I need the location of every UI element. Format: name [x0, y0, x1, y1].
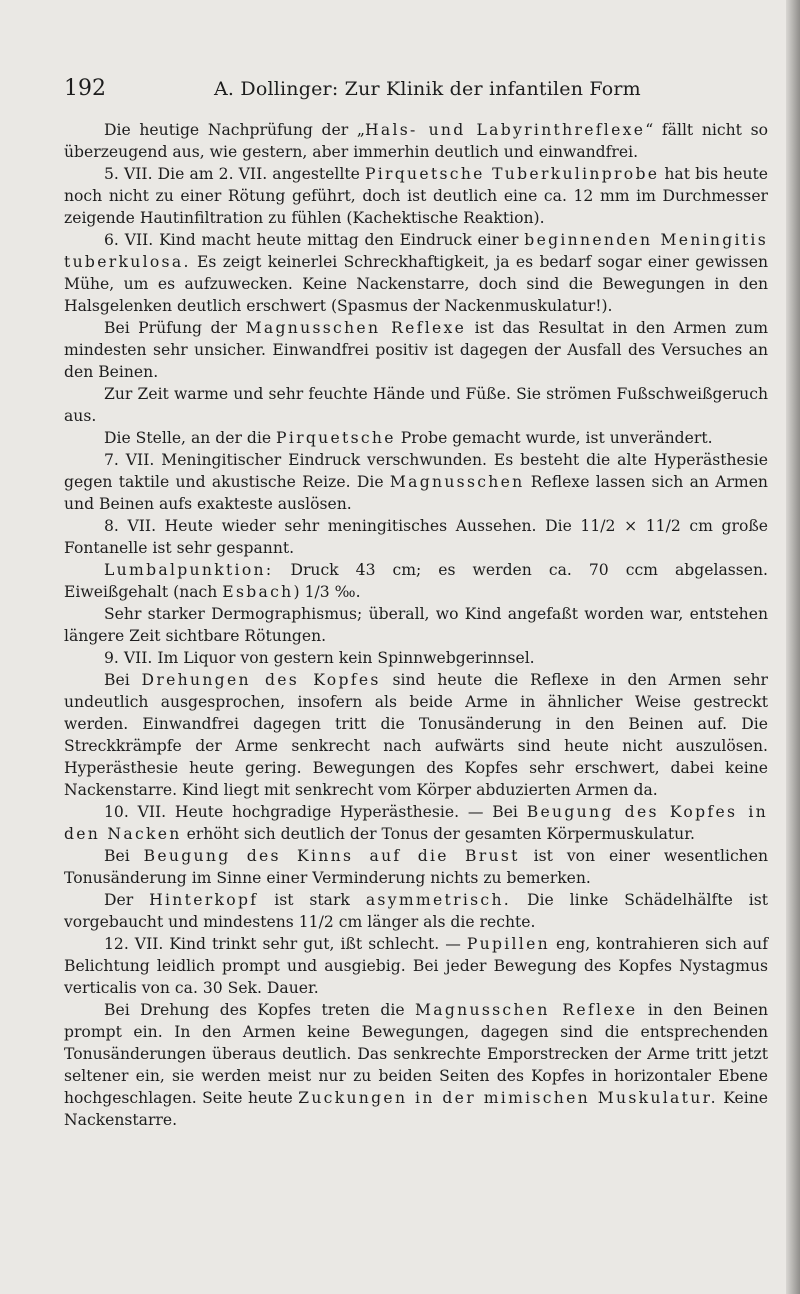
paragraph	[64, 515, 768, 559]
text-run: 6. VII. Kind macht heute mittag den Eindruck einer	[104, 231, 525, 249]
text-run: eng, kontrahieren sich auf Belichtung leidlich prompt und ausgiebig. Bei jeder Bewegung des Kopfes Nystagmus verticalis von ca. 30 Sek. Dauer.	[64, 935, 768, 997]
text-run: erhöht sich deutlich der Tonus der gesamten Körpermuskulatur.	[181, 825, 695, 843]
text-run: cm länger als die rechte.	[333, 913, 536, 931]
text-run: 5. VII. Die am 2. VII. angestellte	[104, 165, 365, 183]
paragraph	[64, 933, 768, 999]
spaced-term: Esbach	[222, 583, 294, 601]
text-run: “ fällt nicht so überzeugend aus, wie gestern, aber immerhin deutlich und einwandfrei.	[64, 121, 768, 161]
text-run: Keine Nackenstarre.	[64, 1089, 768, 1129]
paragraph	[64, 845, 768, 889]
paragraph	[64, 427, 768, 449]
paragraph	[64, 229, 768, 317]
paragraph: Sehr starker Dermographismus; überall, wo Kind angefaßt worden war, entstehen längere Zeit sichtbare Rötungen.	[64, 605, 768, 645]
paragraph	[64, 801, 768, 845]
spaced-term: Beugung des Kinns auf die Brust	[143, 847, 520, 865]
spaced-term: Magnusschen	[389, 473, 525, 491]
text-run: 10. VII. Heute hochgradige Hyperästhesie. — Bei	[104, 803, 527, 821]
text-run: cm große Fontanelle ist sehr gespannt.	[64, 517, 768, 557]
text-run: × 1	[615, 517, 656, 535]
paragraph: 9. VII. Im Liquor von gestern kein Spinnwebgerinnsel.	[104, 649, 535, 667]
paragraph	[64, 119, 768, 163]
page-edge-shadow	[786, 0, 800, 1294]
spaced-term: Drehungen des Kopfes	[141, 671, 381, 689]
fraction: 1/3	[304, 583, 330, 601]
text-run: Bei	[104, 847, 144, 865]
text-run: Bei Prüfung der	[104, 319, 246, 337]
paragraph: Zur Zeit warme und sehr feuchte Hände und Füße. Sie strömen Fußschweißgeruch aus.	[64, 385, 768, 425]
text-run: Bei	[104, 671, 142, 689]
text-run: Die linke Schädelhälfte ist vorgebaucht und mindestens 1	[64, 891, 768, 931]
spaced-term: Beugung des Kopfes in den Nacken	[64, 803, 768, 843]
spaced-term: Pupillen	[466, 935, 550, 953]
text-run: sind heute die Reflexe in den Armen sehr undeutlich ausgesprochen, insofern als beide Arme in ähnlicher Weise gestreckt werden. Einwandfrei dagegen tritt die Tonusänderung in den Beinen auf. Die Streckkrämpfe der Arme senkrecht nach aufwärts sind heute nicht auszulösen. Hyperästhesie heute gering. Bewegungen des Kopfes sehr erschwert, dabei keine Nackenstarre. Kind liegt mit senkrecht vom Körper abduzierten Armen da.	[64, 671, 768, 799]
spaced-term: beginnenden Meningitis tuberkulosa.	[64, 231, 769, 271]
text-run: Druck 43 cm; es werden ca. 70 ccm abgelassen. Eiweißgehalt (nach	[64, 561, 768, 601]
fraction: 1/2	[590, 517, 616, 535]
text-run: 7. VII. Meningitischer Eindruck verschwunden. Es besteht die alte Hyperästhesie gegen taktile und akustische Reize. Die	[64, 451, 768, 491]
fraction: 1/2	[655, 517, 681, 535]
text-run: Der	[104, 891, 150, 909]
spaced-term: Hals- und Labyrinthreflexe	[364, 121, 646, 139]
paragraph	[64, 449, 768, 515]
paragraph	[64, 999, 768, 1131]
text-run: 12. VII. Kind trinkt sehr gut, ißt schlecht. —	[104, 935, 467, 953]
paragraph	[64, 317, 768, 383]
text-run: Es zeigt keinerlei Schreckhaftigkeit, ja es bedarf sogar einer gewissen Mühe, um es aufzuwecken. Keine Nackenstarre, doch sind die Bewegungen in den Halsgelenken deutlich erschwert (Spasmus der Nackenmuskulatur!).	[64, 253, 768, 315]
body-text	[64, 119, 768, 1131]
text-run: 8. VII. Heute wieder sehr meningitisches Aussehen. Die 1	[104, 517, 591, 535]
spaced-term: Lumbalpunktion:	[104, 561, 274, 579]
text-run: ‰.	[329, 583, 361, 601]
text-run: ist von einer wesentlichen Tonusänderung im Sinne einer Verminderung nichts zu bemerken.	[64, 847, 768, 887]
running-title: A. Dollinger: Zur Klinik der infantilen Form	[214, 78, 641, 100]
paragraph	[64, 163, 768, 229]
text-run: Bei Drehung des Kopfes treten die	[104, 1001, 415, 1019]
text-run: Probe gemacht wurde, ist unverändert.	[395, 429, 713, 447]
text-run: Die Stelle, an der die	[104, 429, 277, 447]
text-run: hat bis heute noch nicht zu einer Rötung geführt, doch ist deutlich eine ca. 12 mm im Durchmesser zeigende Hautinfiltration zu fühlen (Kachektische Reaktion).	[64, 165, 768, 227]
text-run: Die heutige Nachprüfung der „	[104, 121, 365, 139]
text-run: Reflexe lassen sich an Armen und Beinen aufs exakteste auslösen.	[64, 473, 768, 513]
spaced-term: Magnusschen Reflexe	[414, 1001, 638, 1019]
spaced-term: Hinterkopf	[149, 891, 259, 909]
text-run: ist stark	[258, 891, 366, 909]
page-header	[64, 76, 764, 106]
page-number: 192	[64, 76, 106, 101]
spaced-term: asymmetrisch.	[365, 891, 512, 909]
spaced-term: Pirquetsche Tuberkulinprobe	[364, 165, 660, 183]
spaced-term: Zuckungen in der mimischen Muskulatur.	[298, 1089, 718, 1107]
paragraph	[64, 559, 768, 603]
text-run: )	[293, 583, 305, 601]
text-run: in den Beinen prompt ein. In den Armen keine Bewegungen, dagegen sind die entsprechenden Tonusänderungen überaus deutlich. Das senkrechte Emporstrecken der Arme tritt jetzt seltener ein, sie werden meist nur zu beiden Seiten des Kopfes in horizontaler Ebene hochgeschlagen. Seite heute	[64, 1001, 768, 1107]
paragraph	[64, 669, 768, 801]
spaced-term: Magnusschen Reflexe	[245, 319, 467, 337]
paragraph	[64, 889, 768, 933]
text-run: ist das Resultat in den Armen zum mindesten sehr unsicher. Einwandfrei positiv ist dagegen der Ausfall des Versuches an den Beinen.	[64, 319, 768, 381]
fraction: 1/2	[308, 913, 334, 931]
spaced-term: Pirquetsche	[276, 429, 396, 447]
